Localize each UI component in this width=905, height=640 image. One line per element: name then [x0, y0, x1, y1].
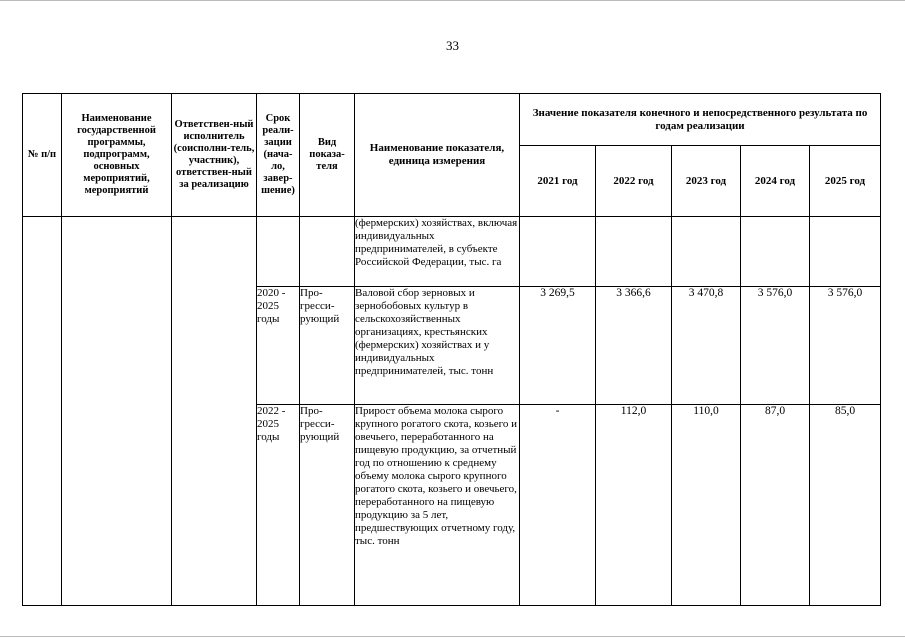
- type-cell: Про-гресси-рующий: [300, 287, 355, 405]
- header-values-group: Значение показателя конечного и непосредственного результата по годам реализации: [520, 94, 881, 146]
- scan-artifact-line: [0, 636, 905, 637]
- header-year: 2021 год: [520, 146, 596, 217]
- table-row: [23, 217, 881, 287]
- value-cell: 112,0: [596, 405, 672, 606]
- header-indicator-name: Наименование показателя, единица измерения: [355, 94, 520, 217]
- program-name-cell: [62, 217, 172, 606]
- header-number: № п/п: [23, 94, 62, 217]
- value-cell: 110,0: [672, 405, 741, 606]
- period-cell: 2020 - 2025 годы: [257, 287, 300, 405]
- header-year: 2022 год: [596, 146, 672, 217]
- header-year: 2025 год: [810, 146, 881, 217]
- value-cell: 85,0: [810, 405, 881, 606]
- header-indicator-type: Вид показа-теля: [300, 94, 355, 217]
- value-cell: [741, 217, 810, 287]
- number-cell: [23, 217, 62, 606]
- executor-cell: [172, 217, 257, 606]
- page-number: 33: [446, 38, 459, 53]
- value-cell: [596, 217, 672, 287]
- value-cell: 87,0: [741, 405, 810, 606]
- header-executor: Ответствен-ный исполнитель (соисполни-тель, участник), ответствен-ный за реализацию: [172, 94, 257, 217]
- indicator-name-cell: Прирост объема молока сырого крупного рогатого скота, козьего и овечьего, переработанного на пищевую продукцию, за отчетный год по отношению к среднему объему молока сырого крупного рогатого скота, козьего и овечьего, переработанного на пищевую продукцию за 5 лет, предшествующих отчетному году, тыс. тонн: [355, 405, 520, 606]
- period-cell: [257, 217, 300, 287]
- header-year: 2024 год: [741, 146, 810, 217]
- value-cell: 3 576,0: [741, 287, 810, 405]
- value-cell: [520, 217, 596, 287]
- value-cell: 3 366,6: [596, 287, 672, 405]
- value-cell: [672, 217, 741, 287]
- value-cell: 3 470,8: [672, 287, 741, 405]
- indicator-name-cell: (фермерских) хозяйствах, включая индивидуальных предпринимателей, в субъекте Российской Федерации, тыс. га: [355, 217, 520, 287]
- indicator-table: [22, 93, 881, 606]
- period-cell: 2022 - 2025 годы: [257, 405, 300, 606]
- type-cell: [300, 217, 355, 287]
- header-program-name: Наименование государственной программы, подпрограмм, основных мероприятий, мероприятий: [62, 94, 172, 217]
- value-cell: [810, 217, 881, 287]
- header-year: 2023 год: [672, 146, 741, 217]
- type-cell: Про-гресси-рующий: [300, 405, 355, 606]
- value-cell: -: [520, 405, 596, 606]
- header-period: Срок реали-зации (нача-ло, завер-шение): [257, 94, 300, 217]
- value-cell: 3 269,5: [520, 287, 596, 405]
- value-cell: 3 576,0: [810, 287, 881, 405]
- scan-artifact-line: [0, 0, 905, 1]
- indicator-name-cell: Валовой сбор зерновых и зернобобовых культур в сельскохозяйственных организациях, крестьянских (фермерских) хозяйствах и у индивидуальных предпринимателей, тыс. тонн: [355, 287, 520, 405]
